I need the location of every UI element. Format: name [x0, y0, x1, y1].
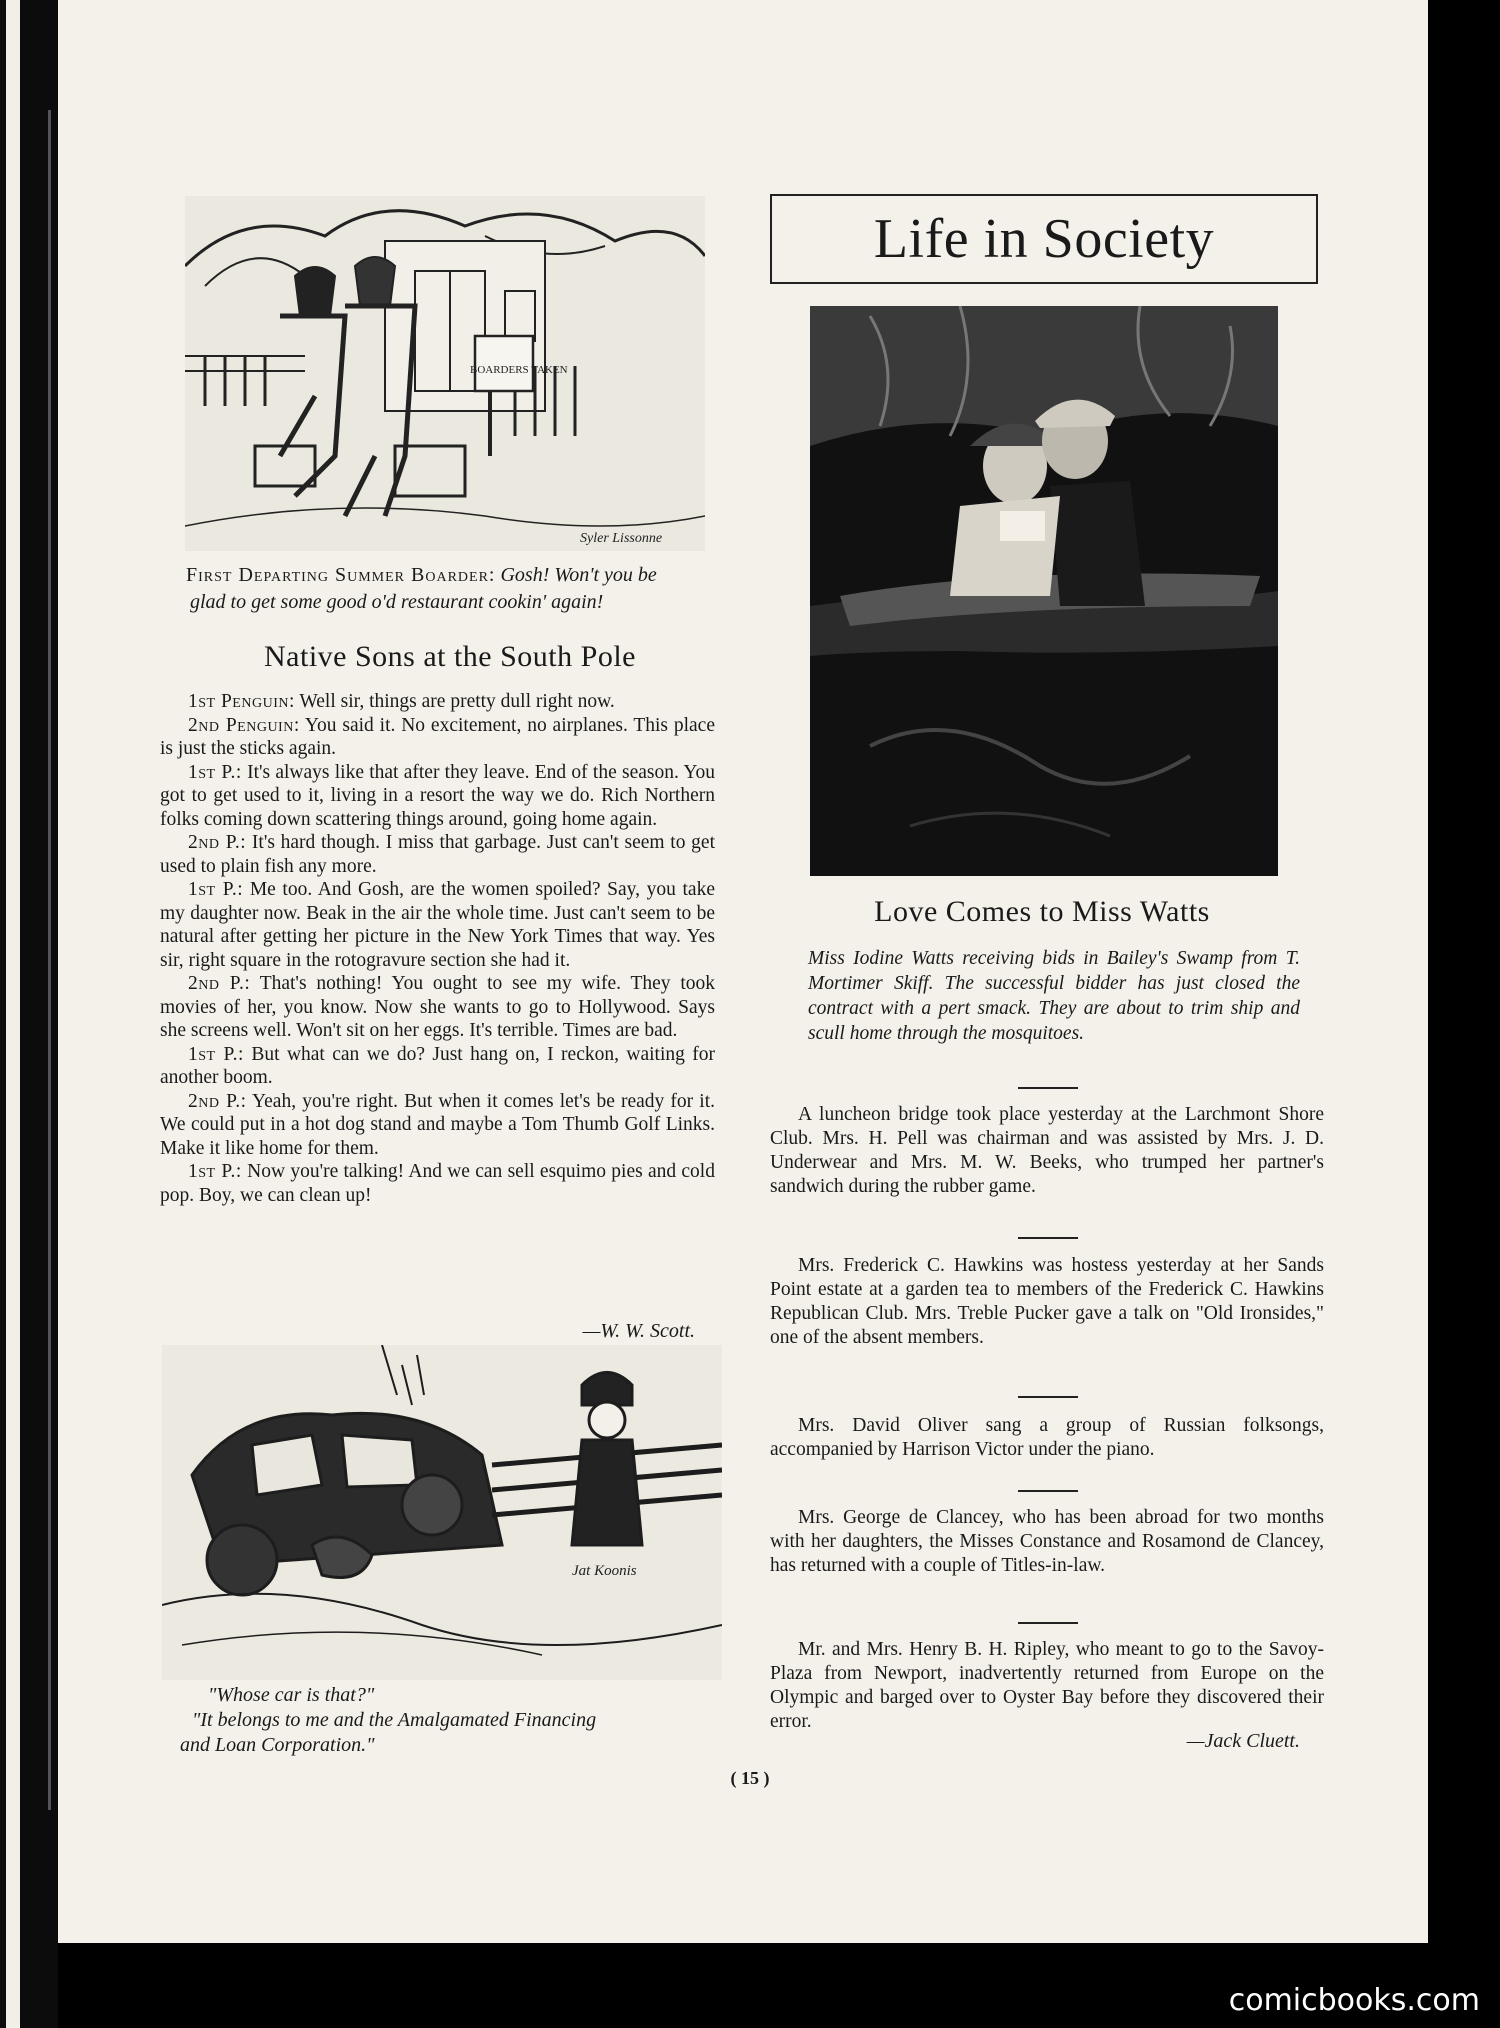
speaker: 2nd P.: — [188, 1090, 247, 1112]
couple-in-canoe-photo — [810, 306, 1278, 876]
cartoon1-caption-line1: Gosh! Won't you be — [500, 564, 657, 586]
speaker: 1st P.: — [188, 1043, 244, 1065]
facing-page-edge — [6, 0, 20, 2028]
item-divider — [1018, 1622, 1078, 1624]
dialogue-paragraph — [160, 972, 715, 1043]
item-divider — [1018, 1237, 1078, 1239]
society-item-text: Mrs. Frederick C. Hawkins was hostess yesterday at her Sands Point estate at a garden tea to members of the Frederick C. Hawkins Republican Club. Mrs. Treble Pucker gave a talk on "Old Ironsides," one of the absent members. — [770, 1255, 1324, 1348]
dialogue-text: It's always like that after they leave. End of the season. You got to get used to it, living in a resort the way we do. Rich Northern folks coming down scattering things around, going home again. — [160, 761, 716, 830]
dialogue-text: It's hard though. I miss that garbage. Just can't seem to get used to plain fish any more. — [160, 832, 716, 877]
dialogue-text: Yeah, you're right. But when it comes let's be ready for it. We could put in a hot dog stand and maybe a Tom Thumb Golf Links. Make it like home for them. — [160, 1090, 716, 1159]
spine-rule — [48, 110, 51, 1810]
item-divider — [1018, 1396, 1078, 1398]
cartoon1-caption-line2: glad to get some good o'd restaurant cookin' again! — [190, 591, 604, 613]
dialogue-text: That's nothing! You ought to see my wife. They took movies of her, you know. Now she wants to go to Hollywood. Says she screens well. Won't sit on her eggs. It's terrible. Times are bad. — [160, 973, 715, 1041]
speaker: 1st P.: — [188, 761, 242, 783]
society-item — [770, 1103, 1324, 1199]
dialogue-text: You said it. No excitement, no airplanes. This place is just the sticks again. — [160, 714, 715, 759]
section-title: Life in Society — [873, 208, 1215, 270]
speaker: 1st P.: — [188, 1161, 242, 1182]
cartoon2-signature: Jat Koonis — [572, 1563, 637, 1579]
speaker: 2nd P.: — [188, 973, 251, 994]
book-spine — [0, 0, 58, 2028]
dialogue-text: But what can we do? Just hang on, I reckon, waiting for another boom. — [160, 1043, 716, 1088]
society-item-text: Mr. and Mrs. Henry B. H. Ripley, who meant to go to the Savoy-Plaza from Newport, inadvertently returned from Europe on the Olympic and barged over to Oyster Bay before they discovered their error. — [770, 1639, 1324, 1732]
dialogue-paragraph — [160, 761, 715, 832]
native-sons-article — [160, 690, 715, 1207]
dialogue-paragraph — [160, 1090, 715, 1161]
dialogue-paragraph — [160, 878, 715, 972]
society-item-text: A luncheon bridge took place yesterday at the Larchmont Shore Club. Mrs. H. Pell was chairman and was assisted by Mrs. J. D. Underwear and Mrs. M. W. Beeks, who trumped her partner's sandwich during the rubber game. — [770, 1104, 1324, 1197]
speaker: 2nd P.: — [188, 832, 247, 853]
site-watermark: comicbooks.com — [1228, 1983, 1480, 2018]
society-item — [770, 1254, 1324, 1350]
dialogue-text: Now you're talking! And we can sell esquimo pies and cold pop. Boy, we can clean up! — [160, 1161, 715, 1206]
dialogue-paragraph — [160, 690, 715, 714]
speaker: 1st Penguin: — [188, 691, 295, 712]
wrecked-car-cartoon — [162, 1345, 722, 1680]
item-divider — [1018, 1087, 1078, 1089]
society-item-text: Mrs. David Oliver sang a group of Russian folksongs, accompanied by Harrison Victor under the piano. — [770, 1415, 1324, 1460]
article-byline: —W. W. Scott. — [582, 1320, 695, 1342]
society-item — [770, 1414, 1324, 1462]
dialogue-paragraph — [160, 831, 715, 878]
cartoon1-caption-speaker: First Departing Summer Boarder: — [186, 564, 496, 586]
cartoon2-caption-line2: "It belongs to me and the Amalgamated Financing — [192, 1709, 597, 1731]
cartoon1-caption — [186, 562, 726, 616]
cartoon2-caption — [180, 1683, 720, 1758]
section-title-box — [770, 194, 1318, 284]
page-number: ( 15 ) — [730, 1768, 770, 1788]
speaker: 2nd Penguin: — [188, 714, 300, 736]
society-item — [770, 1638, 1324, 1734]
dialogue-text: Me too. And Gosh, are the women spoiled? Say, you take my daughter now. Beak in the air the whole time. Just can't seem to be natural after getting her picture in the New York Times that way. Yes sir, right square in the rotogravure section she had it. — [160, 879, 715, 971]
boarders-sign-text: BOARDERS TAKEN — [470, 364, 568, 376]
dialogue-paragraph — [160, 1160, 715, 1207]
dialogue-paragraph — [160, 714, 715, 761]
dialogue-paragraph — [160, 1043, 715, 1090]
dialogue-text: Well sir, things are pretty dull right now. — [299, 691, 615, 712]
photo-caption: Miss Iodine Watts receiving bids in Bailey's Swamp from T. Mortimer Skiff. The successful bidder has just closed the contract with a pert smack. They are about to trim ship and scull home through the mosquitoes. — [808, 948, 1300, 1044]
cartoon1-signature: Syler Lissonne — [580, 531, 663, 546]
item-divider — [1018, 1490, 1078, 1492]
society-byline: —Jack Cluett. — [1186, 1730, 1300, 1752]
photo-title: Love Comes to Miss Watts — [874, 895, 1210, 928]
article-title: Native Sons at the South Pole — [264, 640, 636, 673]
summer-boarder-cartoon — [185, 196, 705, 551]
society-item-text: Mrs. George de Clancey, who has been abroad for two months with her daughters, the Misses Constance and Rosamond de Clancey, has returned with a couple of Titles-in-law. — [770, 1507, 1324, 1576]
society-item — [770, 1506, 1324, 1578]
cartoon2-caption-line1: "Whose car is that?" — [208, 1684, 375, 1706]
speaker: 1st P.: — [188, 879, 244, 900]
cartoon2-caption-line3: and Loan Corporation." — [180, 1734, 375, 1756]
